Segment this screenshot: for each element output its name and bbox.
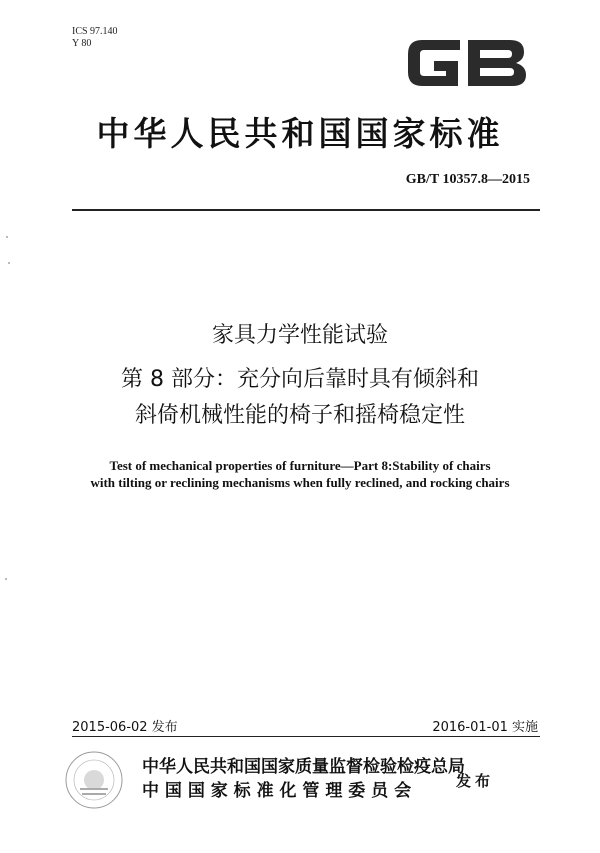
title-zh-line2: 第 8 部分：充分向后靠时具有倾斜和 (121, 367, 479, 392)
title-en-line1: Test of mechanical properties of furniture—Part 8:Stability of chairs (109, 458, 491, 473)
issue-date: 2015-06-02 发布 (72, 720, 178, 735)
scan-speck (5, 578, 7, 580)
scan-speck (6, 236, 8, 238)
authority-line1: 中华人民共和国国家质量监督检验检疫总局 (142, 757, 465, 777)
national-standard-title: 中华人民共和国国家标准 (96, 114, 504, 153)
title-zh-line3: 斜倚机械性能的椅子和摇椅稳定性 (134, 403, 465, 428)
implementation-date: 2016-01-01 实施 (432, 720, 538, 735)
standard-number: GB/T 10357.8—2015 (405, 172, 530, 187)
title-zh-line1: 家具力学性能试验 (211, 323, 388, 348)
authority-line2: 中 国 国 家 标 准 化 管 理 委 员 会 (142, 781, 412, 801)
scan-speck (8, 262, 10, 264)
ics-code: ICS 97.140 (72, 26, 118, 37)
title-en-line2: with tilting or reclining mechanisms when fully reclined, and rocking chairs (90, 475, 510, 490)
header-divider (72, 209, 540, 211)
ccs-code: Y 80 (72, 38, 92, 49)
publish-label: 发布 (456, 772, 495, 790)
anti-counterfeit-seal-icon (62, 748, 126, 812)
classification-codes (72, 26, 118, 50)
footer-divider (72, 736, 540, 737)
gb-logo-icon (402, 34, 530, 92)
